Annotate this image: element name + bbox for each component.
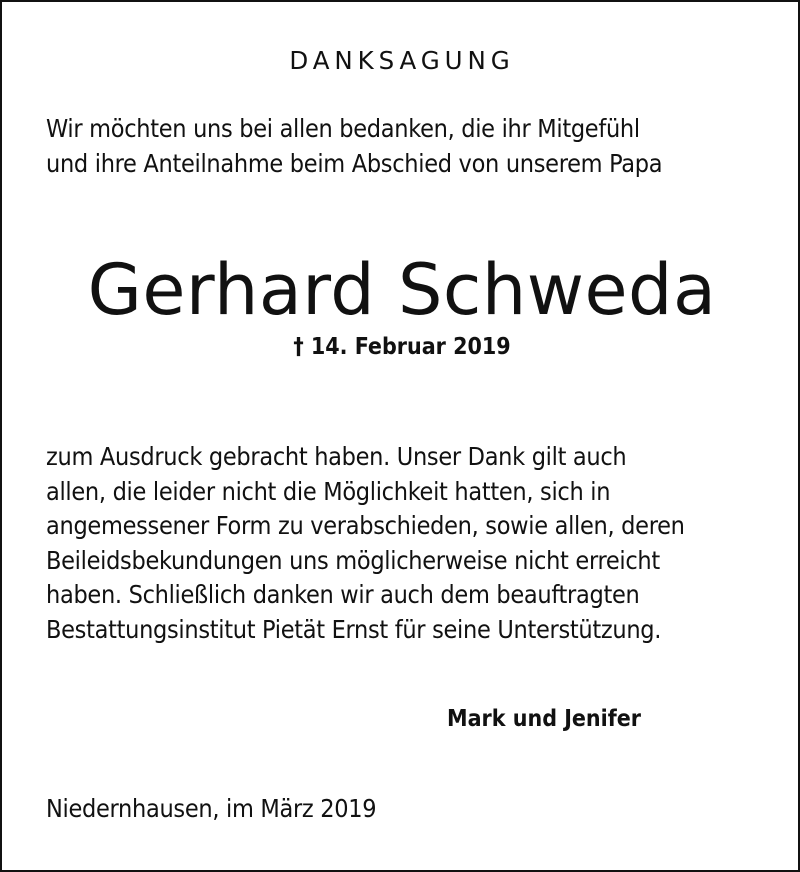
intro-paragraph (46, 112, 662, 181)
deceased-name: Gerhard Schweda (87, 249, 717, 331)
intro-line: Wir möchten uns bei allen bedanken, die ihr Mitgefühl (46, 114, 640, 143)
body-line: zum Ausdruck gebracht haben. Unser Dank gilt auch (46, 442, 627, 471)
body-line: allen, die leider nicht die Möglichkeit hatten, sich in (46, 476, 611, 506)
body-line: Bestattungsinstitut Pietät Ernst für seine Unterstützung. (46, 614, 662, 644)
death-date: † 14. Februar 2019 (293, 334, 511, 360)
place-date: Niedernhausen, im März 2019 (46, 794, 377, 823)
body-line: angemessener Form zu verabschieden, sowie allen, deren (46, 511, 685, 540)
body-paragraph (46, 440, 685, 647)
signature: Mark und Jenifer (447, 706, 641, 732)
body-line: haben. Schließlich danken wir auch dem beauftragten (46, 580, 640, 609)
notice-heading: DANKSAGUNG (289, 46, 515, 75)
intro-line: und ihre Anteilnahme beim Abschied von unserem Papa (46, 148, 663, 178)
body-line: Beileidsbekundungen uns möglicherweise nicht erreicht (46, 545, 660, 575)
